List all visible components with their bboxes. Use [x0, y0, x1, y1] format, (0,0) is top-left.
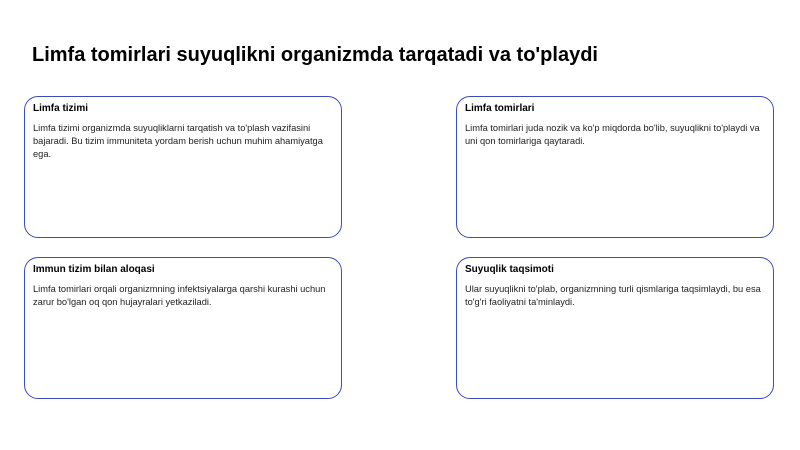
page-title: Limfa tomirlari suyuqlikni organizmda tarqatadi va to'playdi — [32, 44, 598, 66]
card-suyuqlik-taqsimoti — [456, 257, 774, 399]
card-heading: Limfa tizimi — [33, 103, 89, 114]
card-body-text: Ular suyuqlikni to'plab, organizmning turli qismlariga taqsimlaydi, bu esa to'g'ri faoliyatni ta'minlaydi. — [465, 284, 761, 308]
card-limfa-tomirlari — [456, 96, 774, 238]
card-heading: Immun tizim bilan aloqasi — [33, 264, 155, 275]
card-body-text: Limfa tomirlari juda nozik va ko'p miqdorda bo'lib, suyuqlikni to'playdi va uni qon tomirlariga qaytaradi. — [465, 123, 760, 147]
card-body-text: Limfa tizimi organizmda suyuqliklarni tarqatish va to'plash vazifasini bajaradi. Bu tizim immuniteta yordam berish uchun muhim ahamiyatga ega. — [33, 123, 323, 160]
card-heading: Suyuqlik taqsimoti — [465, 264, 554, 275]
card-body-text: Limfa tomirlari orqali organizmning infektsiyalarga qarshi kurashi uchun zarur bo'lgan oq qon hujayralari yetkaziladi. — [33, 284, 326, 308]
card-limfa-tizimi — [24, 96, 342, 238]
card-heading: Limfa tomirlari — [465, 103, 535, 114]
card-immun-tizim — [24, 257, 342, 399]
